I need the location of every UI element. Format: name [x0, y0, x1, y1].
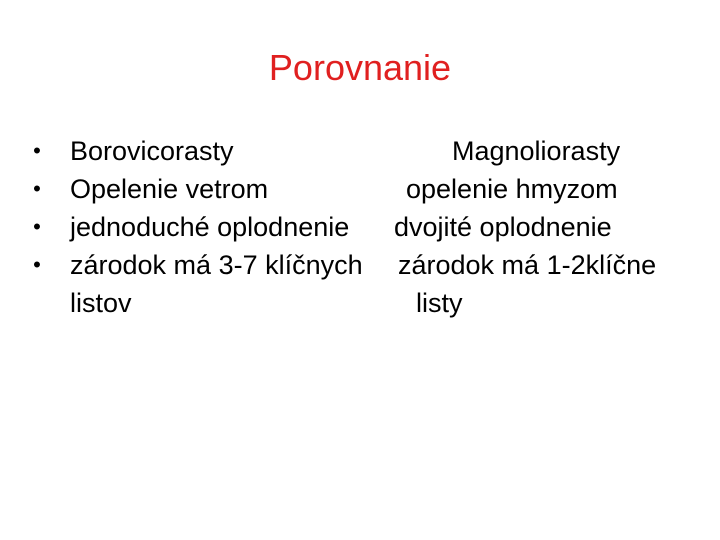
right-column-text: zárodok má 1-2klíčne: [398, 250, 657, 280]
right-column-text: dvojité oplodnenie: [394, 212, 612, 242]
list-item-continuation: [30, 284, 690, 322]
right-column-text: Magnoliorasty: [452, 136, 621, 166]
right-column-text: opelenie hmyzom: [406, 174, 618, 204]
left-column-text: jednoduché oplodnenie: [70, 212, 350, 242]
right-column-text: listy: [416, 288, 463, 318]
list-item: [30, 170, 690, 208]
bullet-icon: •: [33, 176, 41, 201]
bullet-icon: •: [33, 252, 41, 277]
bullet-icon: •: [33, 214, 41, 239]
left-column-text: listov: [70, 288, 132, 318]
list-item: [30, 132, 690, 170]
comparison-list: [30, 132, 690, 322]
left-column-text: Borovicorasty: [70, 136, 234, 166]
list-item: [30, 246, 690, 284]
slide-title: Porovnanie: [268, 47, 452, 88]
left-column-text: zárodok má 3-7 klíčnych: [70, 250, 363, 280]
bullet-icon: •: [33, 138, 41, 163]
list-item: [30, 208, 690, 246]
left-column-text: Opelenie vetrom: [70, 174, 269, 204]
